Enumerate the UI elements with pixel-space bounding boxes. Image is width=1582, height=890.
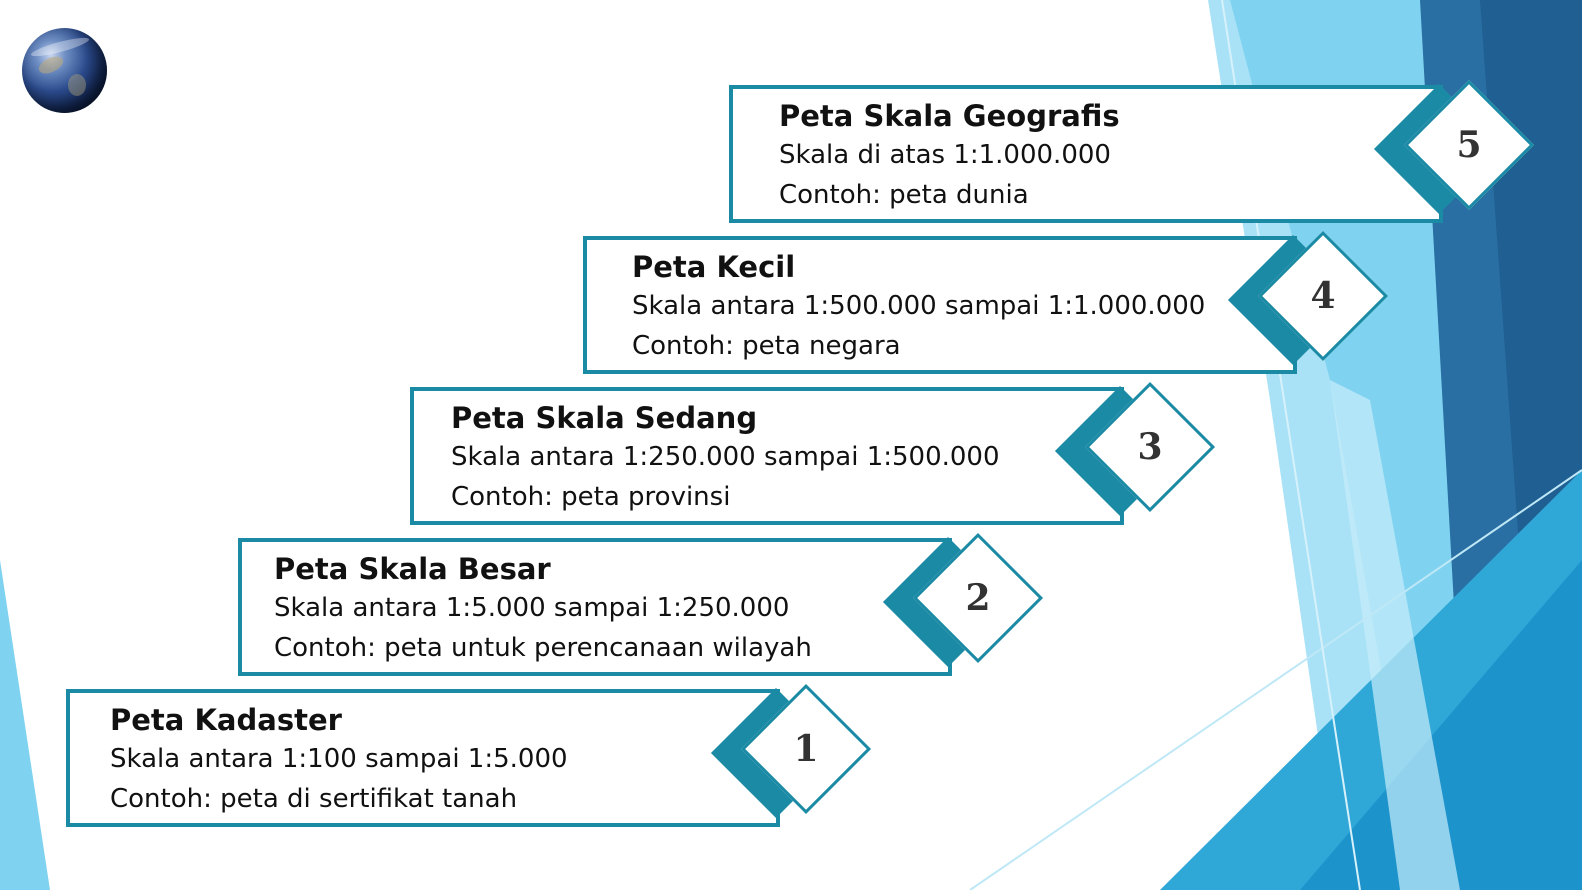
step-2-number: 2 bbox=[965, 577, 991, 619]
step-3-example: Contoh: peta provinsi bbox=[451, 482, 731, 512]
step-4-number: 4 bbox=[1310, 275, 1336, 317]
step-3-scale: Skala antara 1:250.000 sampai 1:500.000 bbox=[451, 442, 1000, 472]
step-1 bbox=[66, 689, 866, 827]
step-3-box bbox=[410, 387, 1124, 525]
step-2-box bbox=[238, 538, 952, 676]
step-5-scale: Skala di atas 1:1.000.000 bbox=[779, 140, 1111, 170]
step-1-example: Contoh: peta di sertifikat tanah bbox=[110, 784, 518, 814]
step-1-scale: Skala antara 1:100 sampai 1:5.000 bbox=[110, 744, 568, 774]
step-5-example: Contoh: peta dunia bbox=[779, 180, 1029, 210]
step-4-scale: Skala antara 1:500.000 sampai 1:1.000.000 bbox=[632, 291, 1206, 321]
step-5-box bbox=[729, 85, 1443, 223]
step-4-box bbox=[583, 236, 1297, 374]
step-3 bbox=[410, 387, 1210, 525]
step-4 bbox=[583, 236, 1383, 374]
step-2-scale: Skala antara 1:5.000 sampai 1:250.000 bbox=[274, 593, 790, 623]
step-1-box bbox=[66, 689, 780, 827]
step-4-title: Peta Kecil bbox=[632, 250, 796, 284]
step-5-number: 5 bbox=[1456, 124, 1482, 166]
step-2 bbox=[238, 538, 1038, 676]
step-5-title: Peta Skala Geografis bbox=[779, 99, 1120, 133]
step-1-title: Peta Kadaster bbox=[110, 703, 342, 737]
step-5 bbox=[729, 85, 1529, 223]
step-2-example: Contoh: peta untuk perencanaan wilayah bbox=[274, 633, 812, 663]
step-3-number: 3 bbox=[1137, 426, 1163, 468]
step-1-number: 1 bbox=[793, 728, 819, 770]
step-2-title: Peta Skala Besar bbox=[274, 552, 551, 586]
earth-globe-icon bbox=[22, 28, 107, 113]
step-3-title: Peta Skala Sedang bbox=[451, 401, 758, 435]
step-4-example: Contoh: peta negara bbox=[632, 331, 901, 361]
